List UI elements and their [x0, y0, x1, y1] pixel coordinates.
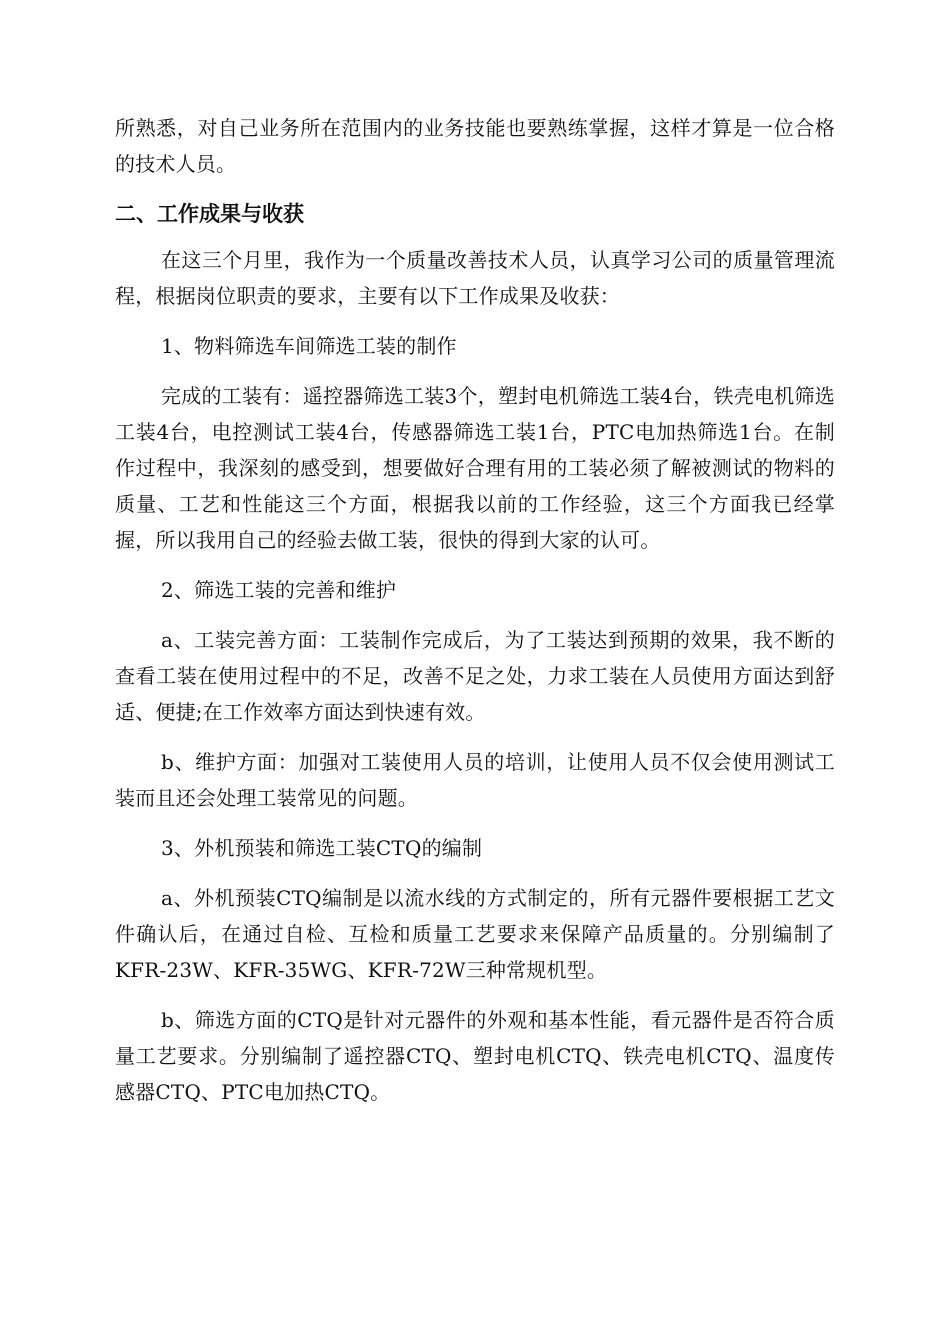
item1-title: 1、物料筛选车间筛选工装的制作 — [161, 334, 457, 358]
item3-title: 3、外机预装和筛选工装CTQ的编制 — [161, 836, 483, 860]
paragraph-overview: 在这三个月里，我作为一个质量改善技术人员，认真学习公司的质量管理流程，根据岗位职责的要求，主要有以下工作成果及收获： — [115, 248, 835, 308]
item2-part-a: a、工装完善方面：工装制作完成后，为了工装达到预期的效果，我不断的查看工装在使用过程中的不足，改善不足之处，力求工装在人员使用方面达到舒适、便捷;在工作效率方面达到快速有效。 — [115, 628, 835, 724]
document-page — [115, 110, 835, 1110]
item3-part-a: a、外机预装CTQ编制是以流水线的方式制定的，所有元器件要根据工艺文件确认后，在通过自检、互检和质量工艺要求来保障产品质量的。分别编制了KFR-23W、KFR-35WG、KFR-72W三种常规机型。 — [115, 886, 835, 982]
section-heading-results: 二、工作成果与收获 — [115, 202, 304, 226]
item2-part-b: b、维护方面：加强对工装使用人员的培训，让使用人员不仅会使用测试工装而且还会处理工装常见的问题。 — [115, 750, 835, 810]
paragraph-intro: 所熟悉，对自己业务所在范围内的业务技能也要熟练掌握，这样才算是一位合格的技术人员。 — [115, 116, 835, 176]
item1-body: 完成的工装有：遥控器筛选工装3个，塑封电机筛选工装4台，铁壳电机筛选工装4台，电控测试工装4台，传感器筛选工装1台，PTC电加热筛选1台。在制作过程中，我深刻的感受到，想要做好合理有用的工装必须了解被测试的物料的质量、工艺和性能这三个方面，根据我以前的工作经验，这三个方面我已经掌握，所以我用自己的经验去做工装，很快的得到大家的认可。 — [115, 384, 835, 552]
item3-part-b: b、筛选方面的CTQ是针对元器件的外观和基本性能，看元器件是否符合质量工艺要求。分别编制了遥控器CTQ、塑封电机CTQ、铁壳电机CTQ、温度传感器CTQ、PTC电加热CTQ。 — [115, 1008, 835, 1104]
item2-title: 2、筛选工装的完善和维护 — [161, 578, 397, 602]
